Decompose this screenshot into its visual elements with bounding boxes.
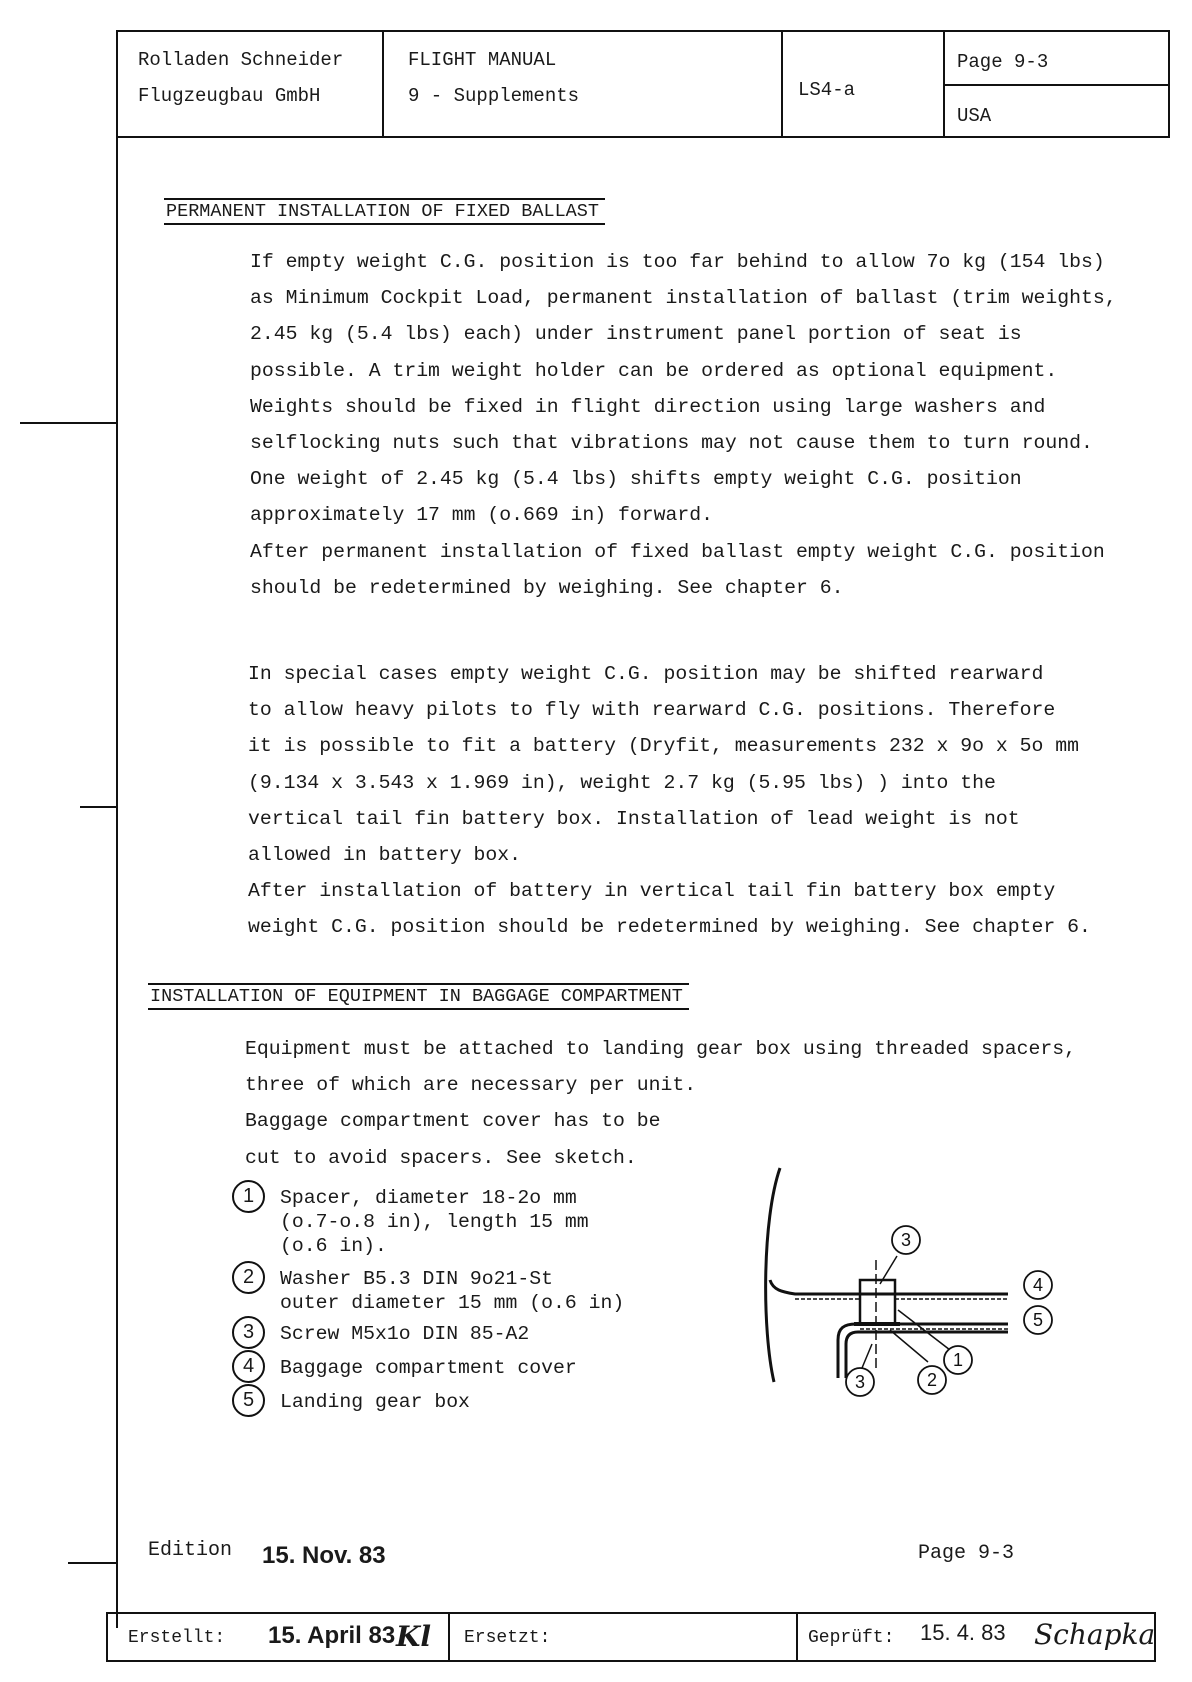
section-heading-fixed-ballast: PERMANENT INSTALLATION OF FIXED BALLAST xyxy=(164,198,605,225)
installation-sketch xyxy=(740,1160,1070,1420)
ballast-paragraph-1 xyxy=(250,244,1117,606)
ballast-paragraph-2 xyxy=(248,656,1091,946)
ballast-paragraph-1-line: One weight of 2.45 kg (5.4 lbs) shifts empty weight C.G. position xyxy=(250,468,1022,491)
manual-title: FLIGHT MANUAL xyxy=(408,49,557,71)
approval-box xyxy=(106,1612,1156,1662)
ballast-paragraph-2-line: vertical tail fin battery box. Installation of lead weight is not xyxy=(248,807,1020,830)
baggage-paragraph-line: cut to avoid spacers. See sketch. xyxy=(245,1146,637,1169)
margin-change-bar xyxy=(20,422,116,424)
legend-text: (o.7-o.8 in), length 15 mm xyxy=(280,1211,589,1233)
checked-label: Geprüft: xyxy=(808,1628,895,1648)
page-frame-left xyxy=(116,30,118,1628)
edition-label: Edition xyxy=(148,1539,233,1562)
company-name-2: Flugzeugbau GmbH xyxy=(138,85,321,107)
checked-signature: Schapka xyxy=(1034,1618,1156,1651)
margin-change-bar xyxy=(68,1562,116,1564)
model-cell xyxy=(783,32,945,136)
region-label: USA xyxy=(957,105,992,127)
ballast-paragraph-1-line: possible. A trim weight holder can be ordered as optional equipment. xyxy=(250,359,1058,382)
sketch-label-2: 2 xyxy=(926,1370,938,1390)
baggage-paragraph xyxy=(245,1031,1076,1176)
sketch-label-1: 1 xyxy=(952,1350,964,1370)
ballast-paragraph-2-line: After installation of battery in vertical tail fin battery box empty xyxy=(248,880,1056,903)
ballast-paragraph-1-line: as Minimum Cockpit Load, permanent installation of ballast (trim weights, xyxy=(250,287,1117,310)
created-initials: Kl xyxy=(396,1620,431,1653)
legend-text: Baggage compartment cover xyxy=(280,1357,577,1379)
ballast-paragraph-2-line: allowed in battery box. xyxy=(248,844,522,867)
legend-number: 3 xyxy=(232,1316,265,1349)
legend-number: 5 xyxy=(232,1384,265,1417)
ballast-paragraph-1-line: approximately 17 mm (o.669 in) forward. xyxy=(250,504,713,527)
legend-text: Landing gear box xyxy=(280,1391,470,1413)
legend-number: 4 xyxy=(232,1350,265,1383)
ballast-paragraph-1-line: 2.45 kg (5.4 lbs) each) under instrument panel portion of seat is xyxy=(250,323,1022,346)
legend-number: 1 xyxy=(232,1180,265,1213)
baggage-paragraph-line: Baggage compartment cover has to be xyxy=(245,1110,661,1133)
created-date: 15. April 83 xyxy=(268,1622,396,1649)
manual-section: 9 - Supplements xyxy=(408,85,580,107)
manual-cell xyxy=(384,32,783,136)
sketch-label-4: 4 xyxy=(1032,1275,1044,1295)
legend-text: Screw M5x1o DIN 85-A2 xyxy=(280,1323,530,1345)
edition-date: 15. Nov. 83 xyxy=(262,1542,386,1569)
ballast-paragraph-2-line: weight C.G. position should be redetermined by weighing. See chapter 6. xyxy=(248,916,1091,939)
footer-page-number: Page 9-3 xyxy=(918,1542,1015,1565)
cover-upper-line xyxy=(770,1280,1008,1294)
section-heading-baggage: INSTALLATION OF EQUIPMENT IN BAGGAGE COMPARTMENT xyxy=(148,983,689,1010)
baggage-paragraph-line: Equipment must be attached to landing gear box using threaded spacers, xyxy=(245,1038,1076,1060)
ballast-paragraph-2-line: to allow heavy pilots to fly with rearward C.G. positions. Therefore xyxy=(248,699,1056,722)
header-table xyxy=(116,30,1170,138)
replaced-label: Ersetzt: xyxy=(464,1628,551,1648)
sketch-label-5: 5 xyxy=(1032,1310,1044,1330)
legend-text: outer diameter 15 mm (o.6 in) xyxy=(280,1292,625,1314)
sketch-label-3-top: 3 xyxy=(900,1230,912,1250)
ballast-paragraph-1-line: After permanent installation of fixed ballast empty weight C.G. position xyxy=(250,540,1105,563)
ballast-paragraph-1-line: If empty weight C.G. position is too far behind to allow 7o kg (154 lbs) xyxy=(250,251,1105,273)
legend-number: 2 xyxy=(232,1261,265,1294)
spacer xyxy=(860,1280,895,1324)
ballast-paragraph-1-line: selflocking nuts such that vibrations may not cause them to turn round. xyxy=(250,432,1093,455)
legend-text: Washer B5.3 DIN 9o21-St xyxy=(280,1268,554,1290)
model-label: LS4-a xyxy=(798,79,856,101)
checked-date: 15. 4. 83 xyxy=(920,1620,1006,1645)
fuselage-contour xyxy=(766,1168,780,1382)
margin-change-bar xyxy=(80,806,116,808)
company-cell xyxy=(118,32,384,136)
created-label: Erstellt: xyxy=(128,1628,226,1648)
page-number: Page 9-3 xyxy=(957,51,1049,73)
ballast-paragraph-1-line: Weights should be fixed in flight direction using large washers and xyxy=(250,395,1046,418)
legend-text: Spacer, diameter 18-2o mm xyxy=(280,1187,577,1209)
ballast-paragraph-2-line: In special cases empty weight C.G. position may be shifted rearward xyxy=(248,663,1044,685)
sketch-label-3-bottom: 3 xyxy=(854,1372,866,1392)
ballast-paragraph-1-line: should be redetermined by weighing. See chapter 6. xyxy=(250,576,844,599)
baggage-paragraph-line: three of which are necessary per unit. xyxy=(245,1074,697,1097)
ballast-paragraph-2-line: it is possible to fit a battery (Dryfit, measurements 232 x 9o x 5o mm xyxy=(248,735,1079,758)
company-name: Rolladen Schneider xyxy=(138,49,344,71)
page-cell xyxy=(945,32,1168,136)
ballast-paragraph-2-line: (9.134 x 3.543 x 1.969 in), weight 2.7 kg (5.95 lbs) ) into the xyxy=(248,771,996,794)
legend-text: (o.6 in). xyxy=(280,1235,387,1257)
